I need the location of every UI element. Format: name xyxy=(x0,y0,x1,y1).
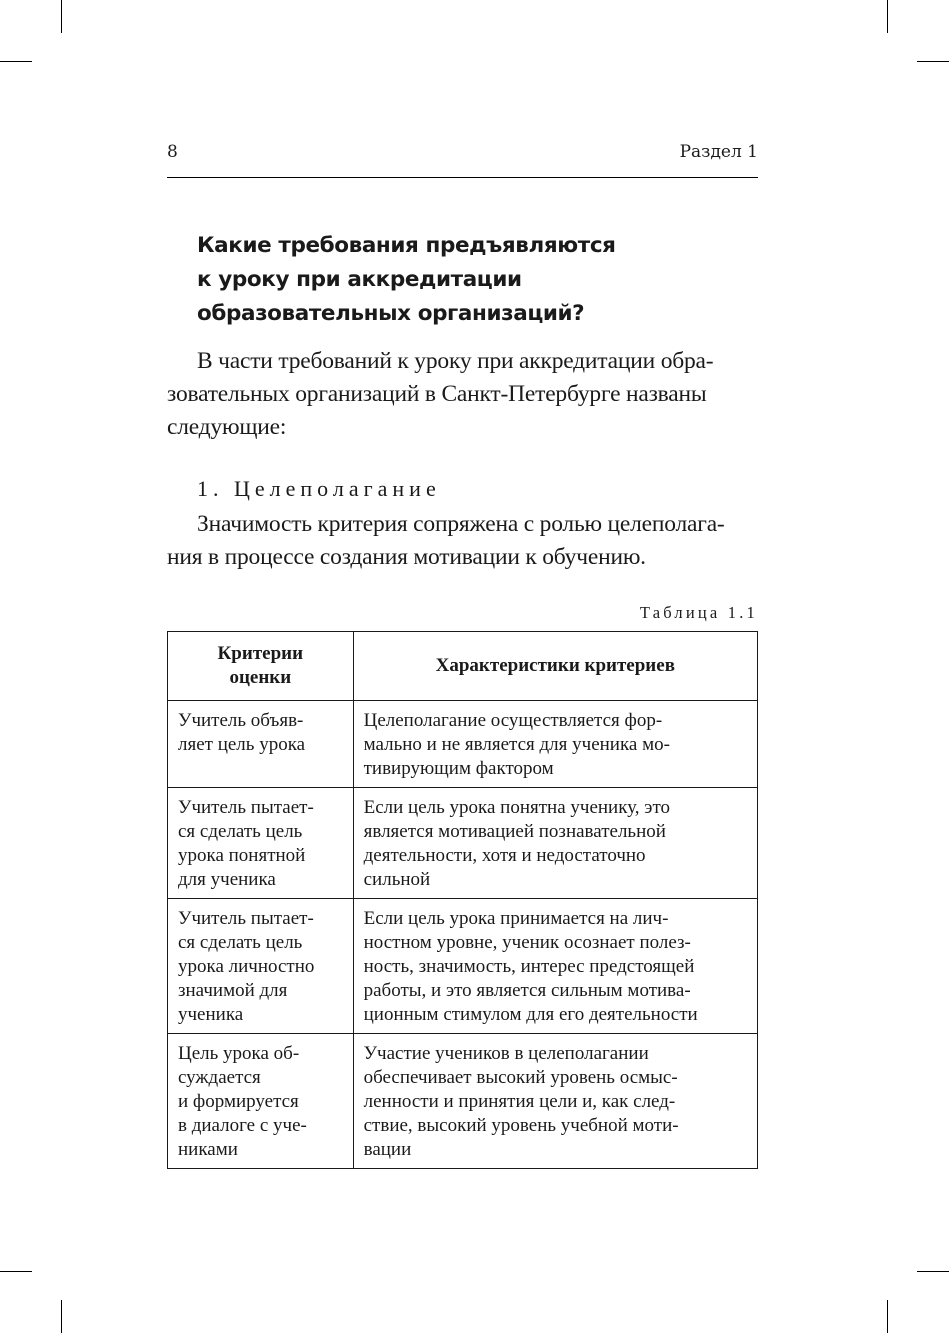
crop-mark-top-right xyxy=(887,0,888,33)
cell-line: Если цель урока понятна ученику, это xyxy=(363,797,670,818)
cell-line: ционным стимулом для его деятельности xyxy=(363,1004,698,1025)
page-number: 8 xyxy=(167,142,178,162)
paragraph-line: зовательных организаций в Санкт-Петербурге названы xyxy=(167,381,707,407)
characteristic-cell xyxy=(353,701,757,788)
criteria-table xyxy=(167,631,758,1169)
cell-line: является мотивацией познавательной xyxy=(363,821,666,842)
cell-line: для ученика xyxy=(178,869,276,890)
table-row xyxy=(168,899,758,1034)
paragraph-line: Значимость критерия сопряжена с ролью целеполага- xyxy=(197,511,725,537)
cell-line: Целеполагание осуществляется фор- xyxy=(363,710,663,731)
table-row xyxy=(168,701,758,788)
header-criteria xyxy=(168,632,354,701)
cell-line: ленности и принятия цели и, как след- xyxy=(363,1091,676,1112)
cell-line: сильной xyxy=(363,869,431,890)
cell-line: Участие учеников в целеполагании xyxy=(363,1043,649,1064)
cell-line: деятельности, хотя и недостаточно xyxy=(363,845,646,866)
criterion-cell xyxy=(168,899,354,1034)
cell-line: никами xyxy=(178,1139,238,1160)
criterion-cell xyxy=(168,701,354,788)
cell-line: Учитель пытает- xyxy=(178,908,314,929)
table-row xyxy=(168,788,758,899)
cell-line: ся сделать цель xyxy=(178,821,303,842)
paragraph-line: В части требований к уроку при аккредитации обра- xyxy=(197,348,714,374)
table-header-row xyxy=(168,632,758,701)
crop-mark-right-top xyxy=(917,61,949,62)
cell-line: Учитель пытает- xyxy=(178,797,314,818)
crop-mark-top-left xyxy=(61,0,62,33)
cell-line: ствие, высокий уровень учебной моти- xyxy=(363,1115,679,1136)
paragraph-line: следующие: xyxy=(167,414,287,440)
crop-mark-right-bottom xyxy=(917,1271,949,1272)
cell-line: суждается xyxy=(178,1067,261,1088)
intro-paragraph xyxy=(167,345,759,444)
crop-mark-left-bottom xyxy=(0,1271,32,1272)
cell-line: ность, значимость, интерес предстоящей xyxy=(363,956,695,977)
cell-line: в диалоге с уче- xyxy=(178,1115,307,1136)
cell-line: мально и не является для ученика мо- xyxy=(363,734,670,755)
characteristic-cell xyxy=(353,1034,757,1169)
table-row xyxy=(168,1034,758,1169)
section-heading-line: к уроку при аккредитации xyxy=(197,267,522,292)
header-characteristics xyxy=(353,632,757,701)
cell-line: работы, и это является сильным мотива- xyxy=(363,980,691,1001)
significance-paragraph xyxy=(167,508,759,574)
paragraph-line: ния в процессе создания мотивации к обучению. xyxy=(167,544,646,570)
crop-mark-bottom-right xyxy=(887,1300,888,1333)
running-header-section: Раздел 1 xyxy=(679,142,758,162)
characteristic-cell xyxy=(353,788,757,899)
cell-line: ся сделать цель xyxy=(178,932,303,953)
section-heading-line: Какие требования предъявляются xyxy=(197,233,616,258)
header-line: Характеристики критериев xyxy=(435,655,675,676)
crop-mark-left-top xyxy=(0,61,32,62)
crop-mark-bottom-left xyxy=(61,1300,62,1333)
cell-line: Учитель объяв- xyxy=(178,710,304,731)
cell-line: тивирующим фактором xyxy=(363,758,554,779)
cell-line: обеспечивает высокий уровень осмыс- xyxy=(363,1067,678,1088)
cell-line: урока личностно xyxy=(178,956,315,977)
characteristic-cell xyxy=(353,899,757,1034)
header-line: оценки xyxy=(229,667,292,688)
cell-line: вации xyxy=(363,1139,412,1160)
section-heading-line: образовательных организаций? xyxy=(197,301,585,326)
criterion-cell xyxy=(168,788,354,899)
table-caption: Таблица 1.1 xyxy=(639,603,758,622)
cell-line: значимой для xyxy=(178,980,288,1001)
cell-line: ученика xyxy=(178,1004,244,1025)
criterion-heading: 1. Целеполагание xyxy=(197,476,441,501)
cell-line: ляет цель урока xyxy=(178,734,306,755)
cell-line: урока понятной xyxy=(178,845,306,866)
cell-line: Цель урока об- xyxy=(178,1043,300,1064)
cell-line: Если цель урока принимается на лич- xyxy=(363,908,669,929)
cell-line: ностном уровне, ученик осознает полез- xyxy=(363,932,691,953)
header-line: Критерии xyxy=(217,643,304,664)
cell-line: и формируется xyxy=(178,1091,299,1112)
header-rule xyxy=(167,177,758,178)
section-heading xyxy=(197,229,757,331)
criterion-cell xyxy=(168,1034,354,1169)
